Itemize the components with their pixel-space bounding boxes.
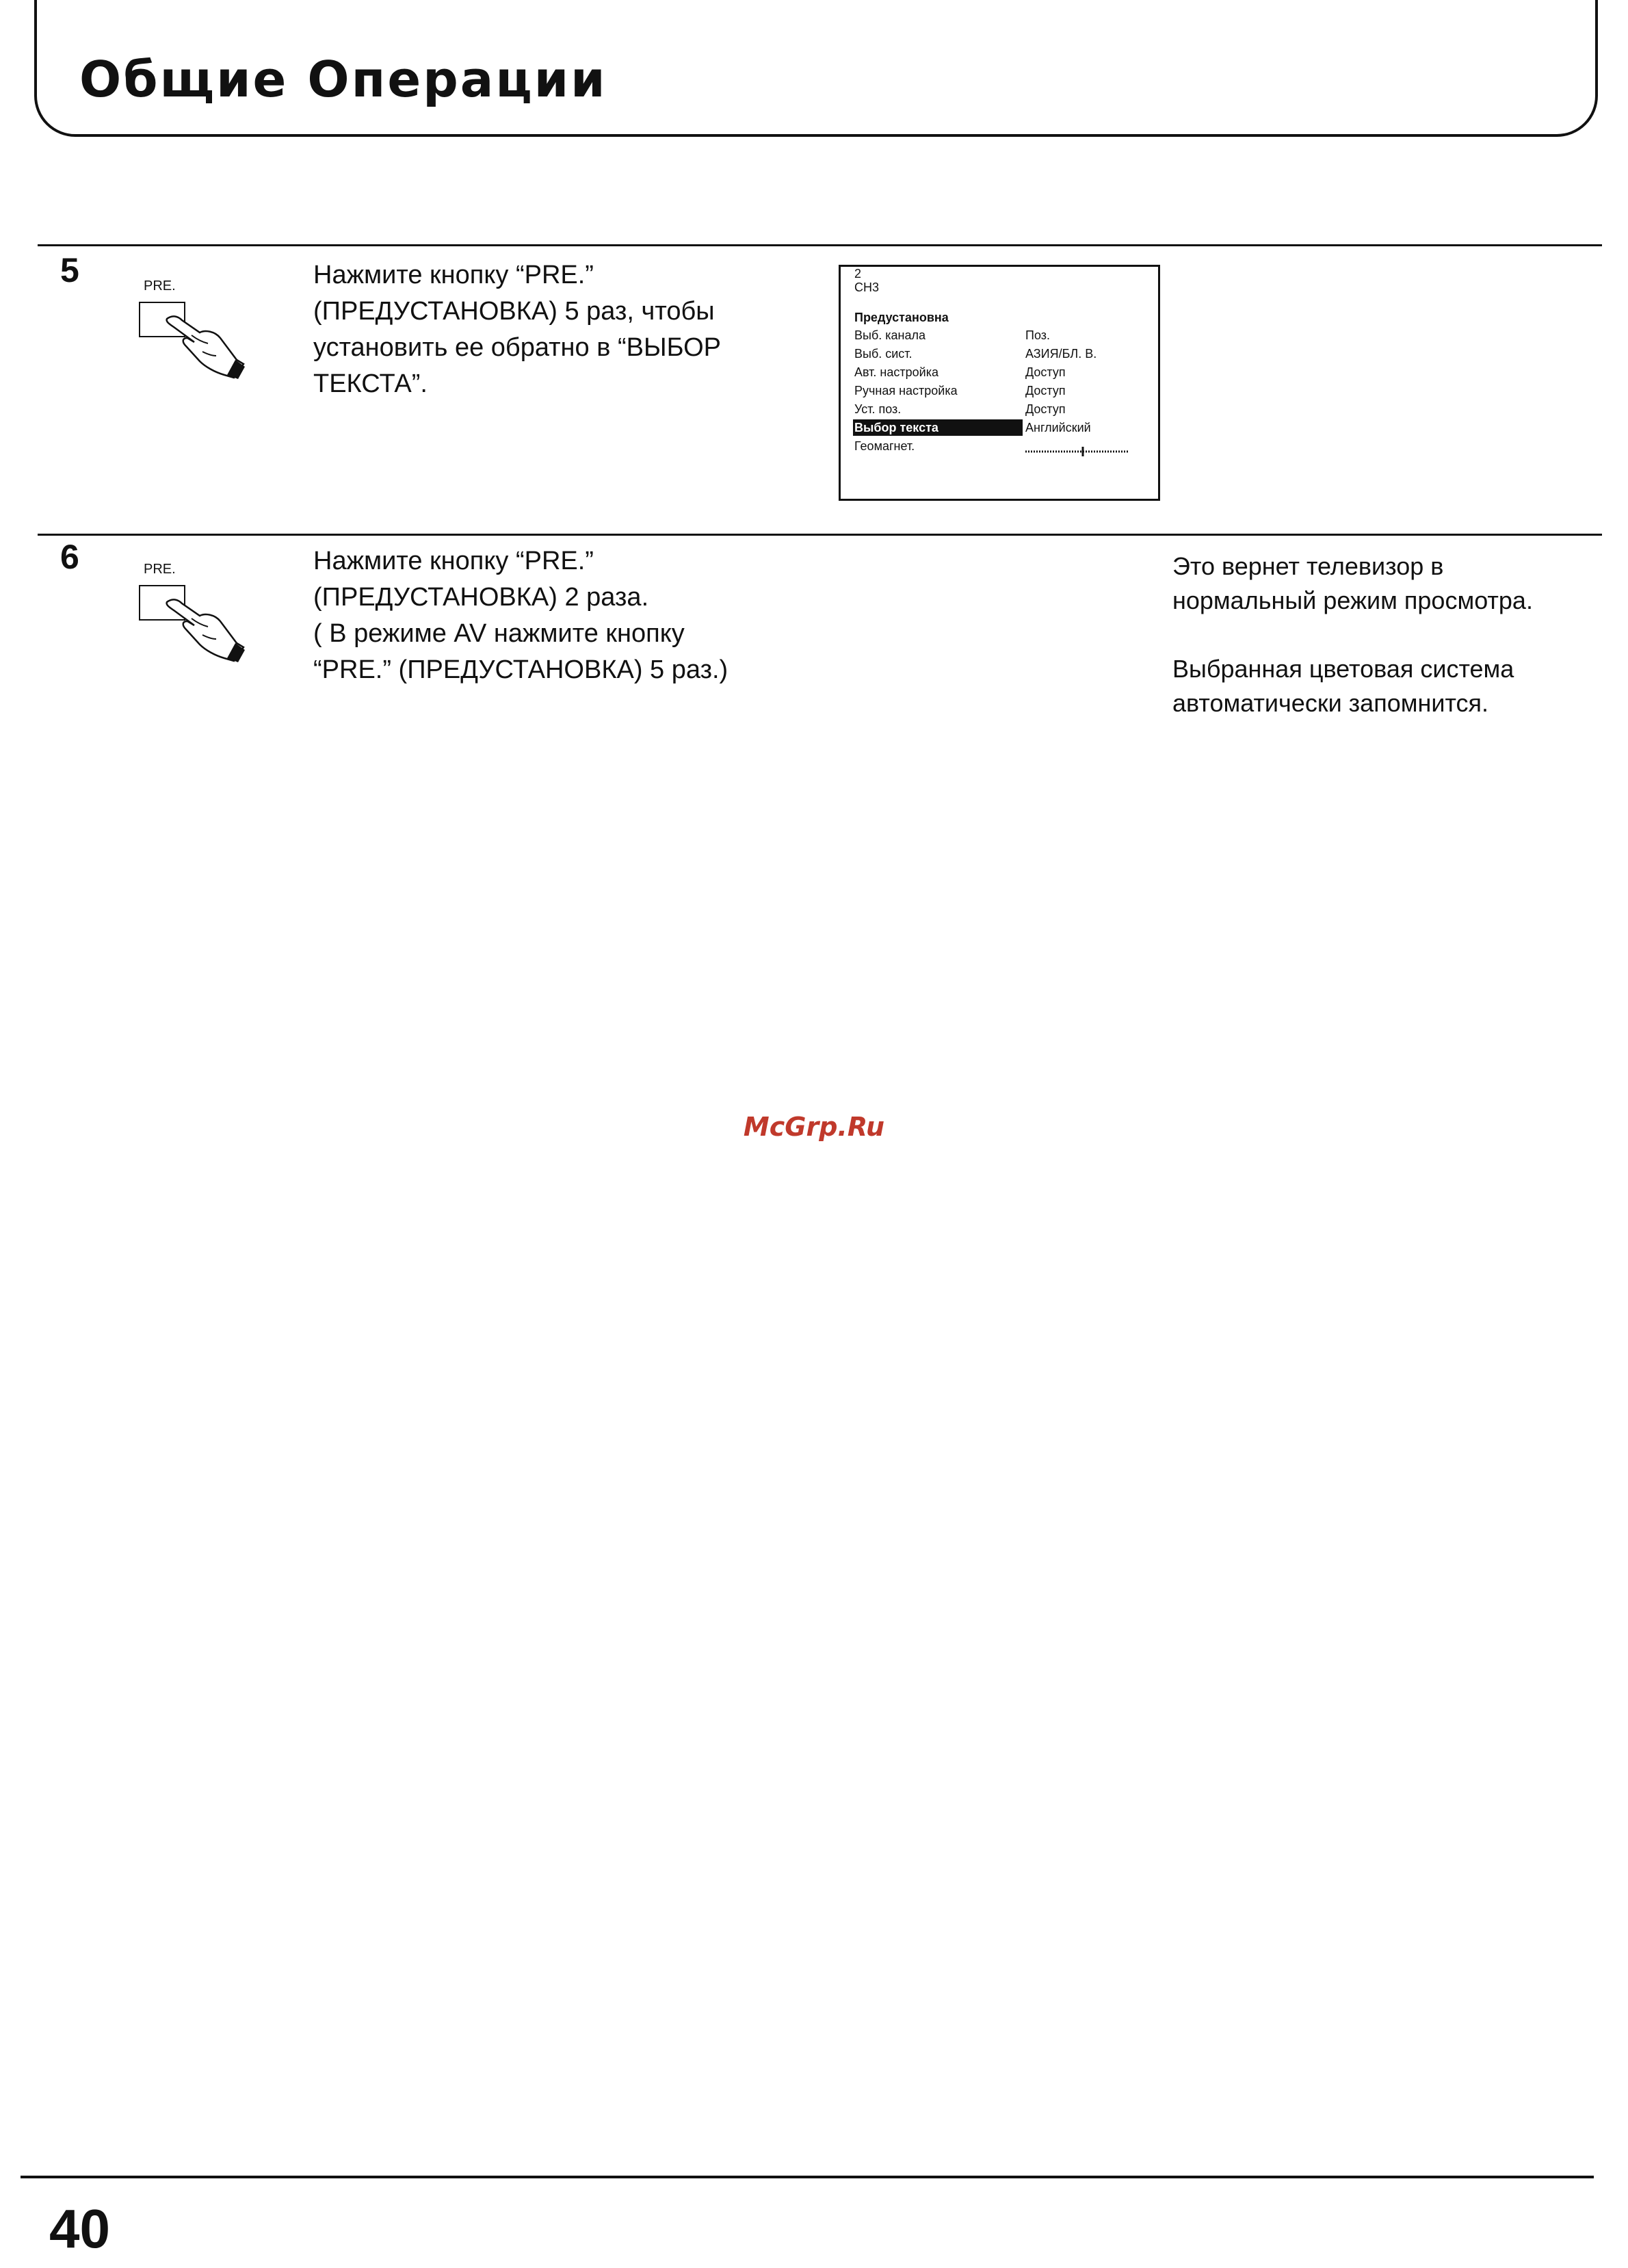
osd-menu-row (854, 382, 1128, 399)
step-number: 5 (60, 251, 79, 289)
page-title: Общие Операции (79, 51, 607, 108)
geomagnet-level-scale (1025, 446, 1128, 457)
osd-menu-title: Предустановна (854, 311, 949, 324)
step-divider (38, 244, 1602, 246)
osd-row-label: Выбор текста (854, 421, 938, 434)
osd-row-label: Ручная настройка (854, 384, 958, 397)
osd-channel-name: CH3 (854, 281, 880, 294)
osd-menu-row (854, 401, 1128, 417)
osd-menu-row (854, 364, 1128, 380)
pre-button-label: PRE. (144, 278, 176, 294)
osd-row-label: Авт. настройка (854, 365, 938, 379)
footer-divider (21, 2176, 1594, 2178)
osd-row-value: Доступ (1025, 402, 1066, 416)
osd-row-label: Геомагнет. (854, 439, 915, 453)
note-text: Выбранная цветовая система автоматически запомнится. (1172, 655, 1514, 717)
osd-menu-row (854, 346, 1128, 362)
pre-button-press-icon (134, 558, 257, 681)
osd-row-value: Поз. (1025, 328, 1050, 342)
note-text: Это вернет телевизор в нормальный режим просмотра. (1172, 552, 1533, 614)
osd-menu-row-selected (854, 419, 1128, 436)
osd-channel-number: 2 (854, 267, 862, 281)
osd-row-value: Английский (1025, 421, 1091, 434)
step-divider (38, 534, 1602, 536)
step-instruction: Нажмите кнопку “PRE.” (ПРЕДУСТАНОВКА) 5 раз, чтобы установить ее обратно в “ВЫБОР ТЕКСТА”. (313, 261, 722, 398)
step-instruction: Нажмите кнопку “PRE.” (ПРЕДУСТАНОВКА) 2 раза. ( В режиме AV нажмите кнопку “PRE.” (ПРЕДУСТАНОВКА) 5 раз.) (313, 547, 728, 684)
page-number: 40 (49, 2198, 110, 2259)
pre-button-press-icon (134, 275, 257, 398)
osd-row-label: Выб. сист. (854, 347, 913, 361)
pre-button-label: PRE. (144, 562, 176, 577)
osd-row-label: Выб. канала (854, 328, 926, 342)
tv-menu-screen (839, 265, 1160, 501)
osd-row-value: АЗИЯ/БЛ. В. (1025, 347, 1097, 361)
osd-row-label: Уст. поз. (854, 402, 902, 416)
osd-menu-row (854, 327, 1128, 343)
osd-row-value: Доступ (1025, 365, 1066, 379)
osd-row-value: Доступ (1025, 384, 1066, 397)
watermark: McGrp.Ru (743, 1112, 885, 1142)
step-notes (1172, 549, 1583, 720)
step-number: 6 (60, 538, 79, 576)
